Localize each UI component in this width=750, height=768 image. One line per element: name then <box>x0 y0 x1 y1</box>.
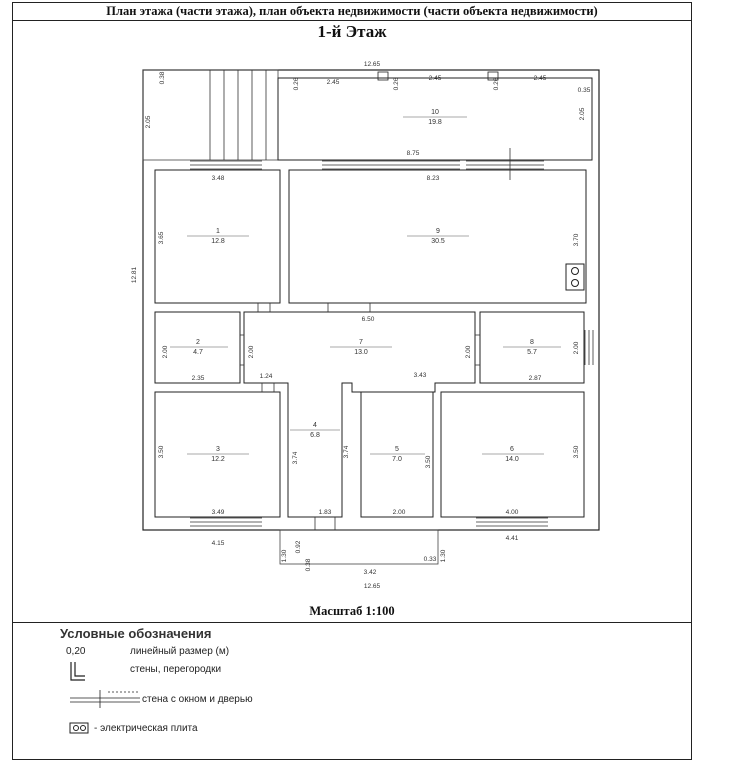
room-8-area: 5.7 <box>527 349 537 356</box>
dim-350-room3: 3.50 <box>158 445 165 459</box>
dim-130-b: 1.30 <box>440 549 447 563</box>
dim-038-b: 0.38 <box>305 558 312 572</box>
dim-365: 3.65 <box>158 231 165 245</box>
dim-left-overall: 12.81 <box>131 266 138 284</box>
dim-top-overall: 12.65 <box>363 61 381 68</box>
room-6-number: 6 <box>510 446 514 453</box>
dim-092: 0.92 <box>295 540 302 554</box>
room-10-area: 19.8 <box>428 119 442 126</box>
room-label-lines <box>170 117 561 454</box>
room-4-area: 6.8 <box>310 432 320 439</box>
legend-window-door-label: стена с окном и дверью <box>142 694 253 705</box>
dim-200-room5: 2.00 <box>392 509 406 516</box>
dim-400: 4.00 <box>505 509 519 516</box>
porch-outline <box>280 530 438 564</box>
dim-205-left: 2.05 <box>145 115 152 129</box>
sheet-title: План этажа (части этажа), план объекта недвижимости (части объекта недвижимости) <box>106 4 598 18</box>
scale-label: Масштаб 1:100 <box>309 604 395 618</box>
dim-bottom-overall: 12.65 <box>363 583 381 590</box>
dim-348: 3.48 <box>211 175 225 182</box>
dim-183: 1.83 <box>318 509 332 516</box>
dim-342: 3.42 <box>363 569 377 576</box>
dim-441: 4.41 <box>505 535 519 542</box>
dim-245-c: 2.45 <box>533 75 547 82</box>
room-3-area: 12.2 <box>211 456 225 463</box>
dim-349: 3.49 <box>211 509 225 516</box>
dim-038: 0.38 <box>159 71 166 85</box>
room-1-number: 1 <box>216 228 220 235</box>
legend-stove-label: - электрическая плита <box>94 723 198 734</box>
room-7-number: 7 <box>359 339 363 346</box>
dim-200-room7a: 2.00 <box>248 345 255 359</box>
legend-walls-label: стены, перегородки <box>130 664 222 675</box>
room-1-area: 12.8 <box>211 238 225 245</box>
dim-245-b: 2.45 <box>428 75 442 82</box>
dim-650: 6.50 <box>361 316 375 323</box>
room-3-number: 3 <box>216 446 220 453</box>
dim-205-right: 2.05 <box>579 107 586 121</box>
legend-window-door-icon <box>70 690 140 708</box>
room-8 <box>480 312 584 383</box>
room-2-number: 2 <box>196 339 200 346</box>
dim-130-a: 1.30 <box>281 549 288 563</box>
dim-350-room5: 3.50 <box>425 455 432 469</box>
dim-875: 8.75 <box>406 150 420 157</box>
room-6-area: 14.0 <box>505 456 519 463</box>
room-5-area: 7.0 <box>392 456 402 463</box>
room-5-number: 5 <box>395 446 399 453</box>
room-4-number: 4 <box>313 422 317 429</box>
dim-374-b: 3.74 <box>343 445 350 459</box>
legend-title: Условные обозначения <box>60 626 212 641</box>
legend-dimension-sample: 0,20 <box>66 646 86 657</box>
dim-235: 2.35 <box>191 375 205 382</box>
dim-200-room7b: 2.00 <box>465 345 472 359</box>
dim-124: 1.24 <box>259 373 273 380</box>
legend-dimension-label: линейный размер (м) <box>130 646 230 657</box>
dim-200-room8: 2.00 <box>573 341 580 355</box>
floor-title: 1-й Этаж <box>317 22 387 41</box>
room-3 <box>155 392 280 517</box>
dim-033: 0.33 <box>423 556 437 563</box>
room-2-area: 4.7 <box>193 349 203 356</box>
dim-035: 0.35 <box>577 87 591 94</box>
dim-374-a: 3.74 <box>292 451 299 465</box>
dim-245-a: 2.45 <box>326 79 340 86</box>
stairs-icon <box>210 70 266 160</box>
legend-stove-icon <box>70 723 88 733</box>
room-7-area: 13.0 <box>354 349 368 356</box>
room-9-area: 30.5 <box>431 238 445 245</box>
room-6 <box>441 392 584 517</box>
legend-wall-icon <box>71 662 85 680</box>
dim-823: 8.23 <box>426 175 440 182</box>
dim-200-room2: 2.00 <box>162 345 169 359</box>
dim-026-c: 0.26 <box>493 77 500 91</box>
dim-350-room6: 3.50 <box>573 445 580 459</box>
dim-415: 4.15 <box>211 540 225 547</box>
dim-343: 3.43 <box>413 372 427 379</box>
dim-287: 2.87 <box>528 375 542 382</box>
room-9-number: 9 <box>436 228 440 235</box>
room-9 <box>289 170 586 303</box>
room-8-number: 8 <box>530 339 534 346</box>
room-5 <box>361 392 433 517</box>
room-1 <box>155 170 280 303</box>
dim-026-b: 0.26 <box>393 77 400 91</box>
dim-370: 3.70 <box>573 233 580 247</box>
electric-stove-icon <box>566 264 584 290</box>
dim-026-a: 0.26 <box>293 77 300 91</box>
room-10-number: 10 <box>431 109 439 116</box>
